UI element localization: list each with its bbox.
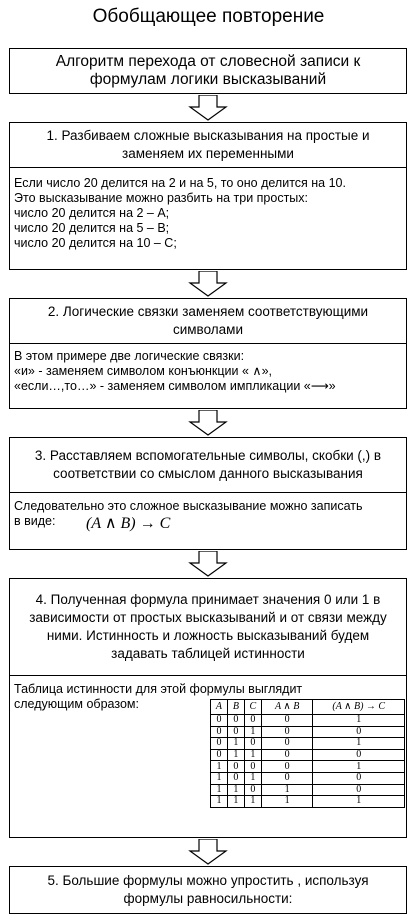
table-cell: 1 xyxy=(313,761,405,773)
table-row xyxy=(211,726,405,738)
down-arrow-icon xyxy=(188,551,228,577)
down-arrow-icon xyxy=(188,95,228,121)
step-4-line: Таблица истинности для этой формулы выглядит xyxy=(14,682,303,696)
table-cell: 1 xyxy=(227,749,244,761)
step-3-header xyxy=(10,438,406,493)
table-cell: 1 xyxy=(211,761,228,773)
step-1-body xyxy=(10,168,406,254)
table-cell: 1 xyxy=(261,784,313,796)
column-header: B xyxy=(227,700,244,715)
table-row xyxy=(211,761,405,773)
table-cell: 0 xyxy=(227,726,244,738)
table-cell: 1 xyxy=(227,796,244,808)
table-cell: 1 xyxy=(211,772,228,784)
table-cell: 0 xyxy=(261,761,313,773)
table-cell: 0 xyxy=(244,784,261,796)
table-row xyxy=(211,738,405,750)
step-3-header-text: 3. Расставляем вспомогательные символы, скобки (,) в соответствии со смыслом данного высказывания xyxy=(34,448,382,481)
step-1-line: Это высказывание можно разбить на три простых: xyxy=(14,191,309,205)
table-cell: 0 xyxy=(313,784,405,796)
table-cell: 0 xyxy=(313,749,405,761)
step-2-header xyxy=(10,299,406,344)
step-2-line: «и» - заменяем символом конъюнкции « ∧», xyxy=(14,364,272,378)
truth-table-header-row xyxy=(211,700,405,715)
table-cell: 0 xyxy=(244,738,261,750)
table-cell: 0 xyxy=(211,749,228,761)
column-header: A xyxy=(211,700,228,715)
table-cell: 0 xyxy=(227,772,244,784)
table-cell: 0 xyxy=(313,726,405,738)
down-arrow-icon xyxy=(188,271,228,297)
table-cell: 0 xyxy=(227,715,244,727)
table-cell: 0 xyxy=(261,715,313,727)
table-cell: 0 xyxy=(261,738,313,750)
table-cell: 1 xyxy=(313,738,405,750)
table-cell: 1 xyxy=(227,738,244,750)
table-cell: 0 xyxy=(227,761,244,773)
truth-table xyxy=(210,699,405,808)
table-cell: 1 xyxy=(244,726,261,738)
page-title: Обобщающее повторение xyxy=(92,6,325,27)
step-3-line: в виде: xyxy=(14,514,56,528)
table-cell: 0 xyxy=(261,749,313,761)
column-header: C xyxy=(244,700,261,715)
table-cell: 1 xyxy=(313,796,405,808)
table-row xyxy=(211,784,405,796)
step-2-box xyxy=(9,298,407,409)
step-3-line: Следовательно это сложное высказывание можно записать xyxy=(14,499,363,513)
step-1-header-text: 1. Разбиваем сложные высказывания на простые и заменяем их переменными xyxy=(46,128,370,161)
down-arrow-icon xyxy=(188,410,228,436)
step-1-line: число 20 делится на 10 – C; xyxy=(14,236,177,250)
table-cell: 1 xyxy=(244,796,261,808)
step-1-box xyxy=(9,122,407,270)
step-3-box xyxy=(9,437,407,550)
step-3-body xyxy=(10,493,406,556)
table-cell: 1 xyxy=(261,796,313,808)
table-cell: 1 xyxy=(227,784,244,796)
table-row xyxy=(211,772,405,784)
table-cell: 0 xyxy=(211,726,228,738)
step-4-header xyxy=(10,579,406,676)
table-cell: 0 xyxy=(244,761,261,773)
table-cell: 0 xyxy=(261,726,313,738)
column-header: A ∧ B xyxy=(261,700,313,715)
table-cell: 1 xyxy=(211,796,228,808)
step-1-line: Если число 20 делится на 2 и на 5, то оно делится на 10. xyxy=(14,176,346,190)
table-cell: 0 xyxy=(244,715,261,727)
table-cell: 1 xyxy=(313,715,405,727)
column-header: (A ∧ B) → C xyxy=(313,700,405,715)
step-5-box xyxy=(9,866,407,914)
step-5-header-text: 5. Большие формулы можно упростить , используя формулы равносильности: xyxy=(47,873,369,906)
step-4-header-text: 4. Полученная формула принимает значения 0 или 1 в зависимости от простых высказываний и от связи между ними. Истинность и ложность высказываний будем задавать таблицей истинности xyxy=(29,592,387,661)
table-cell: 0 xyxy=(211,715,228,727)
algorithm-header-text: Алгоритм перехода от словесной записи к формулам логики высказываний xyxy=(55,53,361,88)
step-2-line: В этом примере две логические связки: xyxy=(14,349,245,363)
table-cell: 1 xyxy=(244,772,261,784)
table-cell: 0 xyxy=(211,738,228,750)
down-arrow-icon xyxy=(188,839,228,865)
table-row xyxy=(211,796,405,808)
step-2-body xyxy=(10,344,406,397)
step-2-line: «если…,то…» - заменяем символом импликации «⟶» xyxy=(14,379,336,393)
table-row xyxy=(211,715,405,727)
algorithm-header-box xyxy=(9,48,407,94)
table-cell: 0 xyxy=(313,772,405,784)
step-1-line: число 20 делится на 5 – B; xyxy=(14,221,170,235)
formula: (A ∧ B) → C xyxy=(86,515,171,532)
table-row xyxy=(211,749,405,761)
step-1-line: число 20 делится на 2 – A; xyxy=(14,206,170,220)
table-cell: 1 xyxy=(244,749,261,761)
step-1-header xyxy=(10,123,406,168)
step-2-header-text: 2. Логические связки заменяем соответствующими символами xyxy=(47,304,369,337)
table-cell: 0 xyxy=(261,772,313,784)
step-4-line: следующим образом: xyxy=(14,697,139,711)
table-cell: 1 xyxy=(211,784,228,796)
